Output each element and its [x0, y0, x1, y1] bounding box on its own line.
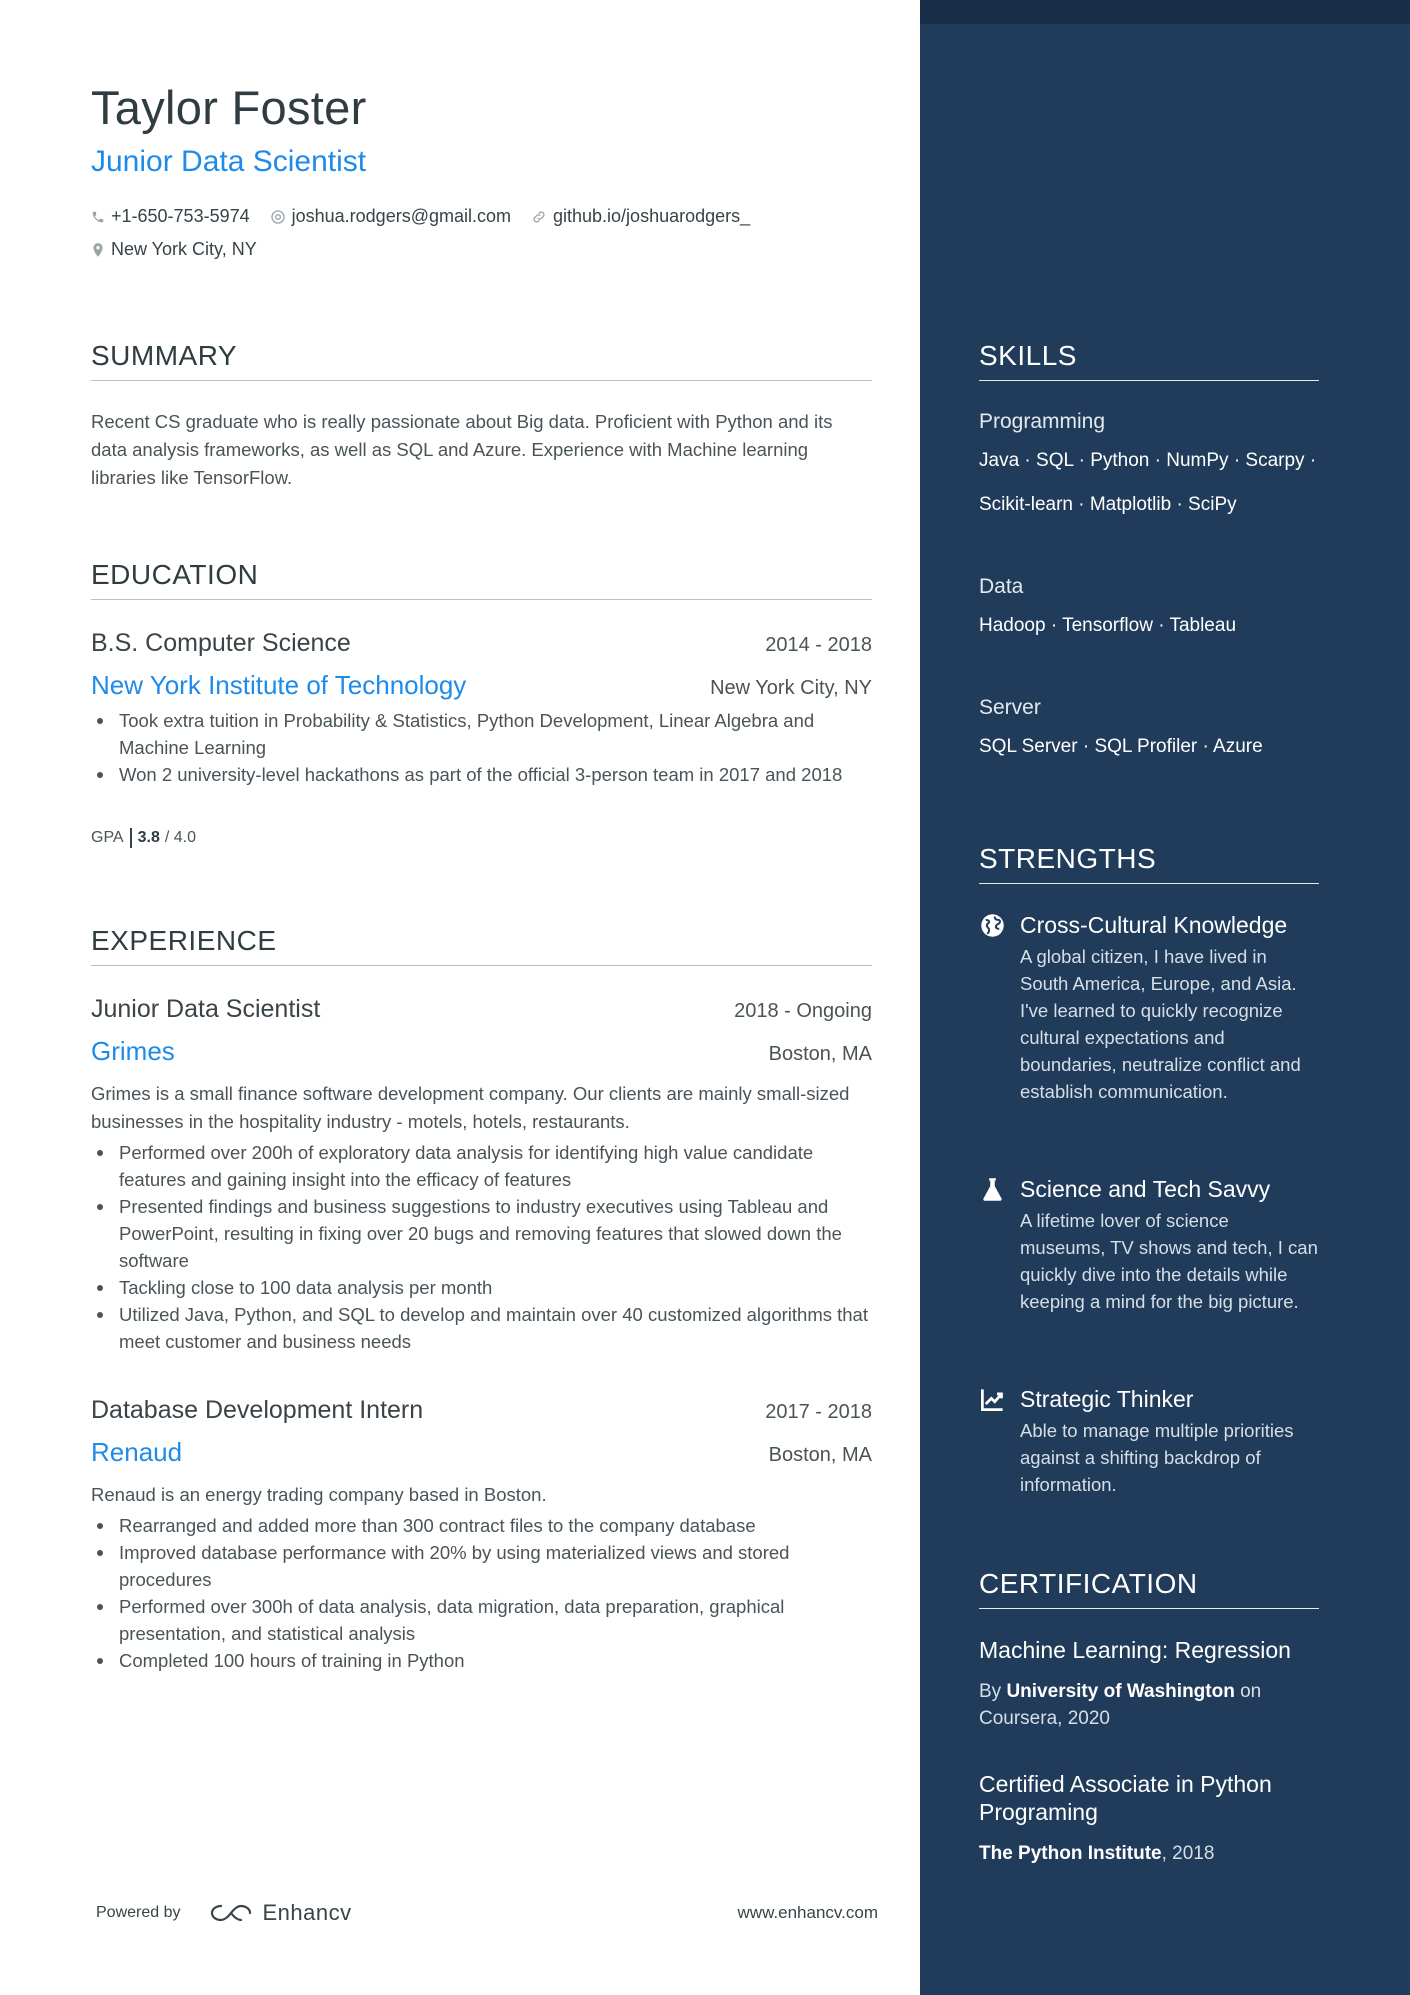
summary-text: Recent CS graduate who is really passionate about Big data. Proficient with Python and its data analysis frameworks, as well as SQL and Azure. Experience with Machine learning libraries like TensorFlow. [91, 411, 833, 488]
skills-heading: SKILLS [979, 340, 1319, 381]
cert-source [979, 1840, 1319, 1867]
job-1-company[interactable]: Grimes [91, 1036, 175, 1066]
cert-suffix: on Coursera, 2020 [979, 1681, 1262, 1729]
cert-prefix: By [979, 1681, 1007, 1702]
education-school-row [91, 670, 872, 701]
skill-group-programming-line-2: Scikit-learn · Matplotlib · SciPy [979, 494, 1237, 515]
location-row [91, 239, 277, 260]
phone-contact[interactable] [91, 206, 250, 227]
list-item: Presented findings and business suggestions to industry executives using Tableau and PowerPoint, resulting in fixing over 20 bugs and removing features that slowed down the software [91, 1193, 881, 1274]
cert-source [979, 1678, 1319, 1732]
strength-description: A global citizen, I have lived in South America, Europe, and Asia. I've learned to quickly recognize cultural expectations and boundaries, neutralize conflict and establish communication. [1020, 946, 1301, 1102]
gpa-label: GPA [91, 829, 124, 846]
location-pin-icon [91, 242, 105, 258]
list-item: Improved database performance with 20% by using materialized views and stored procedures [91, 1539, 881, 1593]
phone-icon [91, 210, 105, 224]
gpa [91, 828, 196, 848]
location-text: New York City, NY [111, 239, 257, 259]
footer-site-link[interactable]: www.enhancv.com [737, 1903, 878, 1922]
job-1-company-row [91, 1036, 872, 1067]
cert-title: Machine Learning: Regression [979, 1637, 1291, 1663]
candidate-role: Junior Data Scientist [91, 145, 367, 178]
cert-suffix: , 2018 [1161, 1843, 1215, 1864]
phone-text: +1-650-753-5974 [111, 206, 250, 226]
job-1-location: Boston, MA [768, 1043, 872, 1065]
enhancv-brand-text: Enhancv [262, 1900, 352, 1925]
list-item: Won 2 university-level hackathons as part of the official 3-person team in 2017 and 2018 [91, 761, 881, 788]
list-item: Completed 100 hours of training in Python [91, 1647, 881, 1674]
skill-group-programming-label: Programming [979, 410, 1106, 433]
link-icon [531, 209, 547, 225]
skill-group-data-label: Data [979, 575, 1024, 598]
footer [96, 1900, 878, 1926]
website-contact[interactable] [531, 206, 750, 227]
experience-heading: EXPERIENCE [91, 925, 872, 966]
strength-description: Able to manage multiple priorities against a shifting backdrop of information. [1020, 1420, 1294, 1495]
skill-group-server-label: Server [979, 696, 1041, 719]
location-contact [91, 239, 257, 260]
cert-title: Certified Associate in Python Programing [979, 1771, 1272, 1825]
list-item: Rearranged and added more than 300 contract files to the company database [91, 1512, 881, 1539]
gpa-divider [130, 828, 132, 848]
education-location: New York City, NY [710, 677, 872, 699]
website-text: github.io/joshuarodgers_ [553, 206, 751, 226]
cert-org: The Python Institute [979, 1843, 1162, 1864]
cert-org: University of Washington [1006, 1681, 1235, 1702]
list-item: Performed over 200h of exploratory data analysis for identifying high value candidate features and gaining insight into the efficacy of features [91, 1139, 881, 1193]
job-1-bullets [91, 1139, 881, 1355]
email-text: joshua.rodgers@gmail.com [291, 206, 511, 226]
skill-group-programming-line-1: Java · SQL · Python · NumPy · Scarpy · [979, 450, 1317, 471]
globe-icon [979, 912, 1006, 939]
job-2-role: Database Development Intern [91, 1396, 424, 1424]
gpa-max: / 4.0 [164, 829, 196, 846]
job-2-bullets [91, 1512, 881, 1674]
powered-by-label: Powered by [96, 1904, 181, 1921]
certification-heading: CERTIFICATION [979, 1568, 1319, 1609]
job-1-dates: 2018 - Ongoing [734, 1000, 872, 1022]
strengths-heading: STRENGTHS [979, 843, 1319, 884]
enhancv-logo-icon [207, 1901, 255, 1925]
job-2-title-row [91, 1396, 872, 1425]
skill-group-server-line: SQL Server · SQL Profiler · Azure [979, 736, 1263, 757]
education-heading: EDUCATION [91, 559, 872, 600]
chart-line-icon [979, 1386, 1006, 1413]
list-item: Took extra tuition in Probability & Statistics, Python Development, Linear Algebra and Machine Learning [91, 707, 881, 761]
sidebar-top-bar [920, 0, 1410, 24]
summary-heading: SUMMARY [91, 340, 872, 381]
strength-science-tech [979, 1176, 1319, 1315]
skill-group-data-line: Hadoop · Tensorflow · Tableau [979, 615, 1237, 636]
strength-title: Cross-Cultural Knowledge [1020, 912, 1288, 938]
at-icon [270, 209, 286, 225]
list-item: Performed over 300h of data analysis, data migration, data preparation, graphical presentation, and statistical analysis [91, 1593, 881, 1647]
strength-cross-cultural [979, 912, 1319, 1105]
list-item: Utilized Java, Python, and SQL to develop and maintain over 40 customized algorithms that meet customer and business needs [91, 1301, 881, 1355]
contact-row [91, 206, 770, 227]
job-1-title-row [91, 995, 872, 1024]
strength-title: Strategic Thinker [1020, 1386, 1194, 1412]
job-2-company[interactable]: Renaud [91, 1437, 183, 1467]
strength-title: Science and Tech Savvy [1020, 1176, 1271, 1202]
school-name[interactable]: New York Institute of Technology [91, 670, 467, 700]
enhancv-logo[interactable] [207, 1900, 352, 1926]
job-1-role: Junior Data Scientist [91, 995, 321, 1023]
candidate-name: Taylor Foster [91, 81, 367, 134]
cert-python [979, 1770, 1319, 1867]
degree-title: B.S. Computer Science [91, 629, 351, 657]
job-2-company-row [91, 1437, 872, 1468]
education-bullets [91, 707, 881, 788]
flask-icon [979, 1176, 1006, 1203]
job-2-dates: 2017 - 2018 [765, 1401, 872, 1423]
strength-description: A lifetime lover of science museums, TV shows and tech, I can quickly dive into the details while keeping a mind for the big picture. [1020, 1210, 1318, 1312]
job-2-location: Boston, MA [768, 1444, 872, 1466]
education-degree-row [91, 629, 872, 658]
gpa-value: 3.8 [137, 829, 160, 846]
education-dates: 2014 - 2018 [765, 634, 872, 656]
strength-strategic-thinker [979, 1386, 1319, 1498]
job-2-description: Renaud is an energy trading company based in Boston. [91, 1484, 547, 1505]
job-1-description: Grimes is a small finance software development company. Our clients are mainly small-sized businesses in the hospitality industry - motels, hotels, restaurants. [91, 1083, 850, 1132]
cert-ml-regression [979, 1636, 1319, 1732]
list-item: Tackling close to 100 data analysis per month [91, 1274, 881, 1301]
email-contact[interactable] [270, 206, 511, 227]
